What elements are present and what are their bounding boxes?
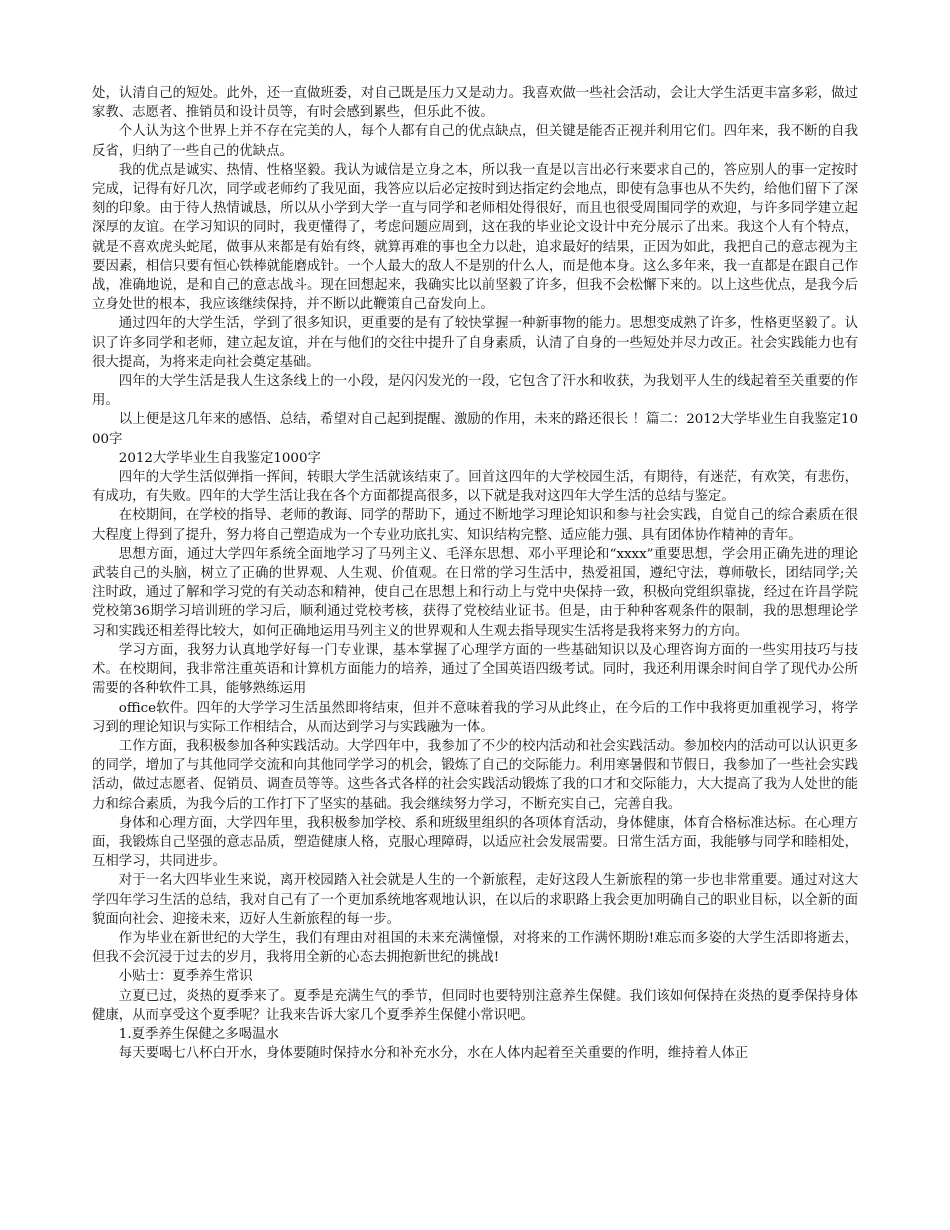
paragraph-9: 在校期间，在学校的指导、老师的教诲、同学的帮助下，通过不断地学习理论知识和参与社会实践，自觉自己的综合素质在很大程度上得到了提升，努力将自己塑造成为一个专业功底扎实、知识结构完整、适应能力强、具有团体协作精神的青年。	[92, 508, 858, 543]
paragraph-4: 通过四年的大学生活，学到了很多知识，更重要的是有了较快掌握一种新事物的能力。思想变成熟了许多，性格更坚毅了。认识了许多同学和老师，建立起友谊，并在与他们的交往中提升了自身素质，认清了自身的一些短处并尽力改正。社会实践能力也有很大提高，为将来走向社会奠定基础。	[92, 316, 858, 370]
paragraph-12: office软件。四年的大学学习生活虽然即将结束，但并不意味着我的学习从此终止，在今后的工作中我将更加重视学习，将学习到的理论知识与实际工作相结合，从而达到学习与实践融为一体。	[92, 700, 858, 735]
paragraph-20: 每天要喝七八杯白开水，身体要随时保持水分和补充水分，水在人体内起着至关重要的作明，维持着人体正	[118, 1046, 749, 1062]
paragraph-8: 四年的大学生活似弹指一挥间，转眼大学生活就该结束了。回首这四年的大学校园生活，有期待，有迷茫，有欢笑，有悲伤，有成功，有失败。四年的大学生活让我在各个方面都提高很多，以下就是我对这四年大学生活的总结与鉴定。	[92, 470, 858, 505]
paragraph-15: 对于一名大四毕业生来说，离开校园踏入社会就是人生的一个新旅程，走好这段人生新旅程的第一步也非常重要。通过对这大学四年学习生活的总结，我对自己有了一个更加系统地客观地认识，在以后的求职路上我会更加明确自己的职业目标，以全新的面貌面向社会、迎接未来，迈好人生新旅程的每一步。	[92, 873, 858, 927]
paragraph-10: 思想方面，通过大学四年系统全面地学习了马列主义、毛泽东思想、邓小平理论和“xxxx”重要思想，学会用正确先进的理论武装自己的头脑，树立了正确的世界观、人生观、价值观。在日常的学习生活中，热爱祖国，遵纪守法，尊师敬长，团结同学;关注时政，通过了解和学习党的有关动态和精神，使自己在思想上和行动上与党中央保持一致，积极向党组织靠拢，经过在许昌学院党校第36期学习培训班的学习后，顺利通过党校考核，获得了党校结业证书。但是，由于种种客观条件的限制，我的思想理论学习和实践还相差得比较大，如何正确地运用马列主义的世界观和人生观去指导现实生活将是我将来努力的方向。	[92, 546, 858, 639]
paragraph-6: 以上便是这几年来的感悟、总结，希望对自己起到提醒、激励的作用，未来的路还很长 ！篇二：2012大学毕业生自我鉴定1000字	[92, 412, 858, 447]
paragraph-18: 立夏已过，炎热的夏季来了。夏季是充满生气的季节，但同时也要特别注意养生保健。我们该如何保持在炎热的夏季保持身体健康，从而享受这个夏季呢？让我来告诉大家几个夏季养生保健小常识吧。	[92, 988, 858, 1023]
section-heading: 2012大学毕业生自我鉴定1000字	[118, 450, 321, 466]
paragraph-13: 工作方面，我积极参加各种实践活动。大学四年中，我参加了不少的校内活动和社会实践活动。参加校内的活动可以认识更多的同学，增加了与其他同学交流和向其他同学学习的机会，锻炼了自己的交际能力。利用寒暑假和节假日，我参加了一些社会实践活动，做过志愿者、促销员、调查员等等。这些各式各样的社会实践活动锻炼了我的口才和交际能力，大大提高了我为人处世的能力和综合素质，为我今后的工作打下了坚实的基础。我会继续努力学习，不断充实自己，完善自我。	[92, 738, 858, 812]
paragraph-16: 作为毕业在新世纪的大学生，我们有理由对祖国的未来充满憧憬，对将来的工作满怀期盼!难忘而多姿的大学生活即将逝去，但我不会沉浸于过去的岁月，我将用全新的心态去拥抱新世纪的挑战!	[92, 930, 858, 966]
paragraph-11: 学习方面，我努力认真地学好每一门专业课，基本掌握了心理学方面的一些基础知识以及心理咨询方面的一些实用技巧与技术。在校期间，我非常注重英语和计算机方面能力的培养，通过了全国英语四级考试。同时，我还利用课余时间自学了现代办公所需要的各种软件工具，能够熟练运用	[92, 642, 858, 697]
tips-heading: 小贴士：夏季养生常识	[118, 969, 253, 985]
paragraph-5: 四年的大学生活是我人生这条线上的一小段，是闪闪发光的一段，它包含了汗水和收获，为我划平人生的线起着至关重要的作用。	[92, 374, 858, 409]
paragraph-3: 我的优点是诚实、热情、性格坚毅。我认为诚信是立身之本，所以我一直是以言出必行来要求自己的，答应别人的事一定按时完成，记得有好几次，同学或老师约了我见面，我答应以后必定按时到达指定约会地点，即使有急事也从不失约，给他们留下了深刻的印象。由于待人热情诚恳，所以从小学到大学一直与同学和老师相处得很好，而且也很受周围同学的欢迎，与许多同学建立起深厚的友谊。在学习知识的同时，我更懂得了，考虑问题应周到，这在我的毕业论文设计中充分展示了出来。我这个人有个特点，就是不喜欢虎头蛇尾，做事从来都是有始有终，就算再难的事也全力以赴，追求最好的结果，正因为如此，我把自己的意志视为主要因素，相信只要有恒心铁棒就能磨成针。一个人最大的敌人不是别的什么人，而是他本身。这么多年来，我一直都是在跟自己作战，准确地说，是和自己的意志战斗。现在回想起来，我确实比以前坚毅了许多，但我不会松懈下来的。以上这些优点，是我今后立身处世的根本，我应该继续保持，并不断以此鞭策自己奋发向上。	[92, 162, 858, 313]
tips-subheading: 1.夏季养生保健之多喝温水	[118, 1026, 279, 1042]
paragraph-14: 身体和心理方面，大学四年里，我积极参加学校、系和班级里组织的各项体育活动，身体健康，体育合格标准达标。在心理方面，我锻炼自己坚强的意志品质，塑造健康人格，克服心理障碍，以适应社会发展需要。日常生活方面，我能够与同学和睦相处，互相学习，共同进步。	[92, 815, 858, 870]
paragraph-2: 个人认为这个世界上并不存在完美的人，每个人都有自己的优点缺点，但关键是能否正视并利用它们。四年来，我不断的自我反省，归纳了一些自己的优缺点。	[92, 124, 858, 159]
paragraph-1: 处，认清自己的短处。此外，还一直做班委，对自己既是压力又是动力。我喜欢做一些社会活动，会让大学生活更丰富多彩，做过家教、志愿者、推销员和设计员等，有时会感到累些，但乐此不彼。	[92, 86, 858, 121]
